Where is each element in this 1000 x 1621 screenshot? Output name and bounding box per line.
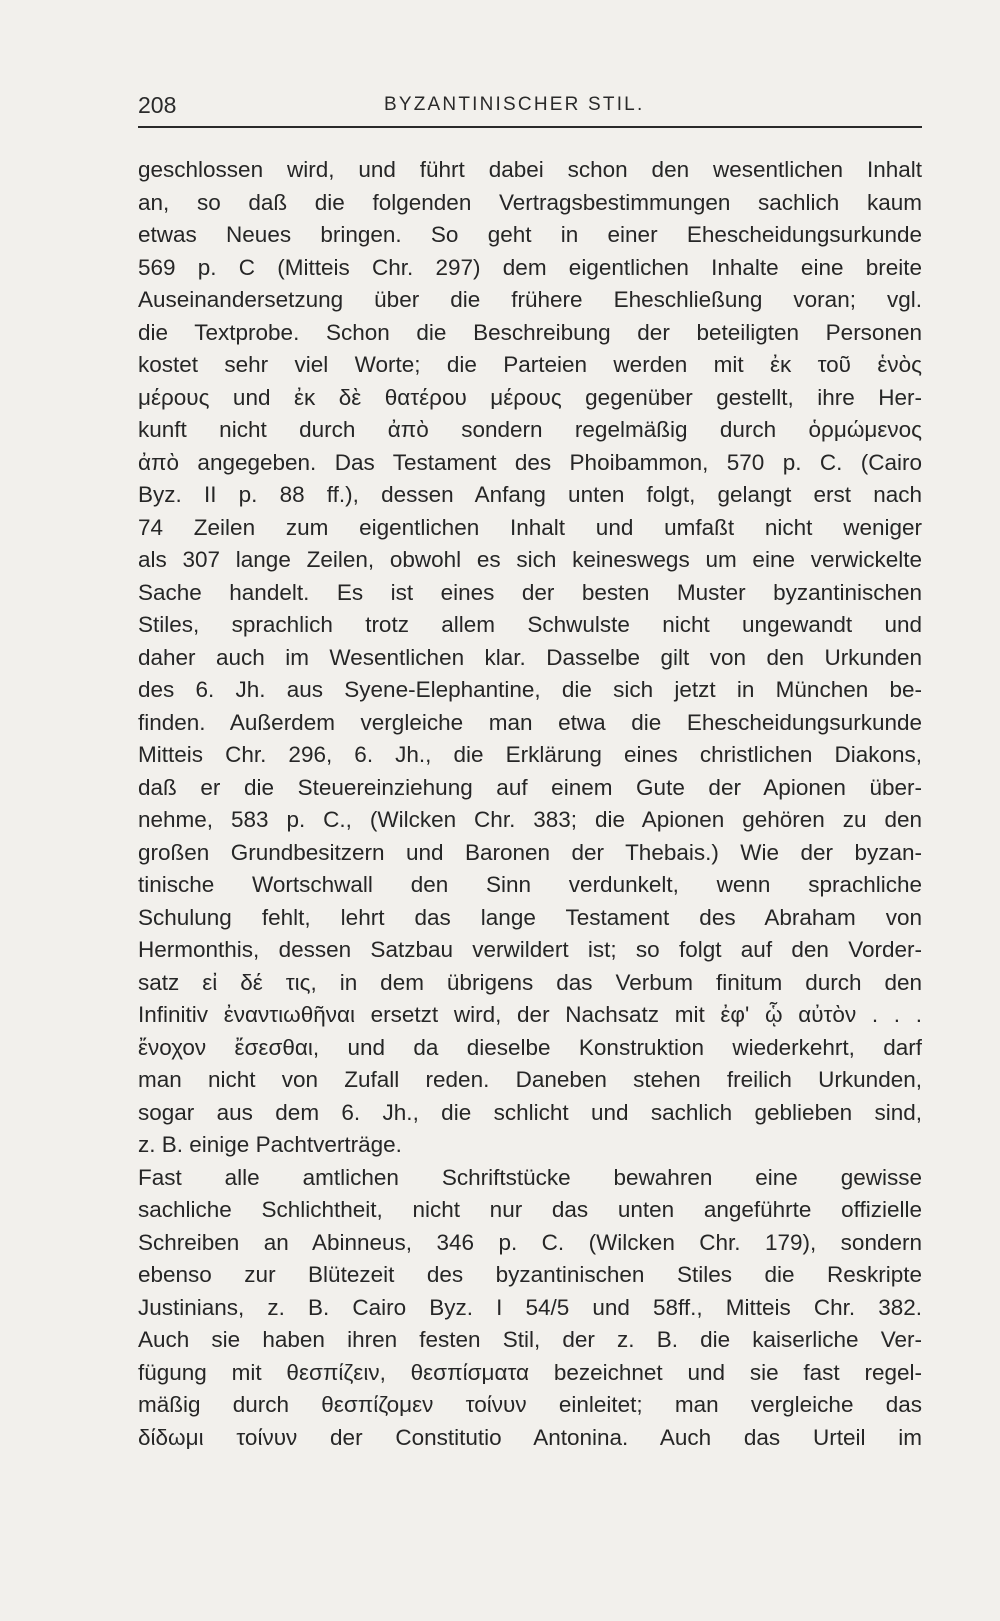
text-line: Stiles, sprachlich trotz allem Schwulste nicht ungewandt und	[138, 612, 922, 637]
text-line: als 307 lange Zeilen, obwohl es sich keineswegs um eine verwickelte	[138, 547, 922, 572]
text-line: Schreiben an Abinneus, 346 p. C. (Wilcken Chr. 179), sondern	[138, 1229, 922, 1255]
body-text	[138, 154, 922, 1454]
text-line: etwas Neues bringen. So geht in einer Ehescheidungsurkunde	[138, 222, 922, 247]
text-line: daß er die Steuereinziehung auf einem Gute der Apionen über-	[138, 774, 922, 800]
text-line: mäßig durch θεσπίζομεν τοίνυν einleitet; man vergleiche das	[138, 1392, 922, 1417]
text-line: 74 Zeilen zum eigentlichen Inhalt und umfaßt nicht weniger	[138, 514, 922, 540]
text-line: des 6. Jh. aus Syene-Elephantine, die sich jetzt in München be-	[138, 677, 922, 702]
text-line: kostet sehr viel Worte; die Parteien werden mit ἐκ τοῦ ἑνὸς	[138, 352, 922, 377]
page-header	[138, 92, 922, 124]
text-line: daher auch im Wesentlichen klar. Dasselbe gilt von den Urkunden	[138, 644, 922, 670]
text-line: Schulung fehlt, lehrt das lange Testament des Abraham von	[138, 904, 922, 930]
text-line: man nicht von Zufall reden. Daneben stehen freilich Urkunden,	[138, 1067, 922, 1092]
text-line: μέρους und ἐκ δὲ θατέρου μέρους gegenüber gestellt, ihre Her-	[138, 384, 922, 410]
text-line: Hermonthis, dessen Satzbau verwildert ist; so folgt auf den Vorder-	[138, 937, 922, 962]
text-line: Auseinandersetzung über die frühere Eheschließung voran; vgl.	[138, 287, 922, 312]
text-line: Byz. II p. 88 ff.), dessen Anfang unten folgt, gelangt erst nach	[138, 482, 922, 507]
text-line: Auch sie haben ihren festen Stil, der z. B. die kaiserliche Ver-	[138, 1327, 922, 1352]
text-line: nehme, 583 p. C., (Wilcken Chr. 383; die Apionen gehören zu den	[138, 807, 922, 832]
text-line: an, so daß die folgenden Vertragsbestimmungen sachlich kaum	[138, 189, 922, 215]
text-line: großen Grundbesitzern und Baronen der Thebais.) Wie der byzan-	[138, 839, 922, 865]
header-rule	[138, 126, 922, 128]
text-line: Justinians, z. B. Cairo Byz. I 54/5 und 58ff., Mitteis Chr. 382.	[138, 1294, 922, 1320]
text-line: sachliche Schlichtheit, nicht nur das unten angeführte offizielle	[138, 1197, 922, 1222]
text-line: fügung mit θεσπίζειν, θεσπίσματα bezeichnet und sie fast regel-	[138, 1359, 922, 1385]
running-head: BYZANTINISCHER STIL.	[384, 94, 645, 115]
text-line: Mitteis Chr. 296, 6. Jh., die Erklärung eines christlichen Diakons,	[138, 742, 922, 767]
text-line: tinische Wortschwall den Sinn verdunkelt, wenn sprachliche	[138, 872, 922, 897]
text-line: Sache handelt. Es ist eines der besten Muster byzantinischen	[138, 579, 922, 605]
text-line: finden. Außerdem vergleiche man etwa die Ehescheidungsurkunde	[138, 709, 922, 735]
text-line: 569 p. C (Mitteis Chr. 297) dem eigentlichen Inhalte eine breite	[138, 254, 922, 280]
text-line: kunft nicht durch ἀπὸ sondern regelmäßig durch ὁρμώμενος	[138, 417, 922, 442]
text-line: δίδωμι τοίνυν der Constitutio Antonina. Auch das Urteil im	[138, 1424, 922, 1450]
text-line: ἔνοχον ἔσεσθαι, und da dieselbe Konstruktion wiederkehrt, darf	[138, 1034, 922, 1060]
text-line: ἀπὸ angegeben. Das Testament des Phoibammon, 570 p. C. (Cairo	[138, 449, 922, 475]
text-line: geschlossen wird, und führt dabei schon den wesentlichen Inhalt	[138, 157, 922, 182]
text-line: Fast alle amtlichen Schriftstücke bewahren eine gewisse	[138, 1164, 922, 1190]
text-line: Infinitiv ἐναντιωθῆναι ersetzt wird, der Nachsatz mit ἐφ' ᾧ αὐτὸν . . .	[138, 1002, 922, 1027]
text-line: ebenso zur Blütezeit des byzantinischen Stiles die Reskripte	[138, 1262, 922, 1287]
page-number: 208	[138, 92, 177, 118]
text-line: z. B. einige Pachtverträge.	[138, 1132, 402, 1157]
text-line: satz εἰ δέ τις, in dem übrigens das Verbum finitum durch den	[138, 969, 922, 995]
text-line: sogar aus dem 6. Jh., die schlicht und sachlich geblieben sind,	[138, 1099, 922, 1125]
text-line: die Textprobe. Schon die Beschreibung der beteiligten Personen	[138, 319, 922, 345]
